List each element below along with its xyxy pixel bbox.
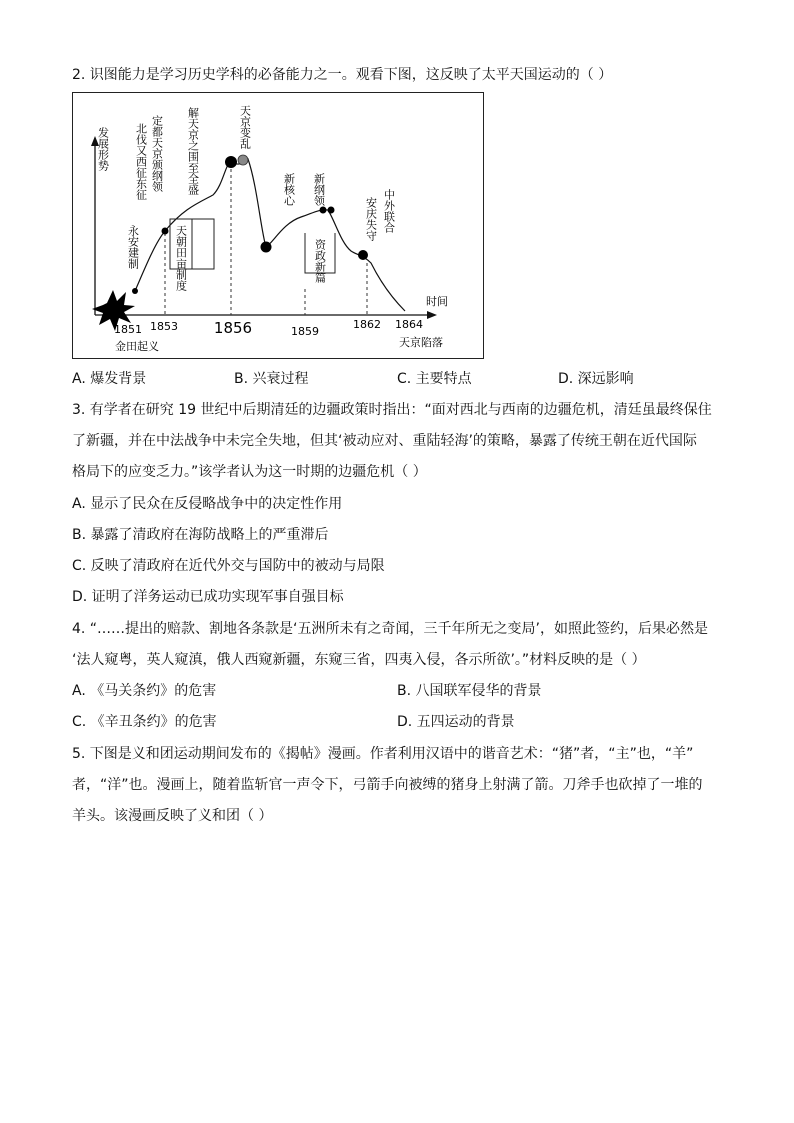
q3-option-a[interactable]: A. 显示了民众在反侵略战争中的决定性作用 [72, 496, 343, 512]
q3-option-c[interactable]: C. 反映了清政府在近代外交与国防中的被动与局限 [72, 558, 385, 574]
event-tianchao: 天朝田亩制度 [174, 225, 188, 291]
q2-stem: 2. 识图能力是学习历史学科的必备能力之一。观看下图，这反映了太平天国运动的（ ） [72, 67, 613, 83]
event-jietianjing: 解天京之围至全盛 [186, 107, 200, 195]
xingangling-dot-1 [320, 207, 327, 214]
q4-option-d[interactable]: D. 五四运动的背景 [397, 714, 515, 730]
q2-option-b[interactable]: B. 兴衰过程 [234, 371, 309, 387]
anqing-dot [358, 250, 368, 260]
event-zhongwai: 中外联合 [382, 189, 396, 233]
q3-option-d[interactable]: D. 证明了洋务运动已成功实现军事自强目标 [72, 589, 344, 605]
q5-line-3: 羊头。该漫画反映了义和团（ ） [72, 808, 273, 824]
year-1853: 1853 [150, 320, 178, 333]
x-axis-label: 时间 [426, 295, 448, 308]
event-xingangling: 新纲领 [312, 173, 326, 206]
taiping-chart-svg [73, 93, 485, 360]
q4-option-a[interactable]: A. 《马关条约》的危害 [72, 683, 217, 699]
q2-option-c[interactable]: C. 主要特点 [397, 371, 472, 387]
q3-line-1: 3. 有学者在研究 19 世纪中后期清廷的边疆政策时指出：“面对西北与西南的边疆危机，清廷虽最终保住 [72, 402, 712, 418]
xingangling-dot-2 [328, 207, 335, 214]
quansheng-dot [225, 156, 237, 168]
q3-line-3: 格局下的应变乏力。”该学者认为这一时期的边疆危机（ ） [72, 464, 427, 480]
low-dot [261, 242, 272, 253]
q4-line-1: 4. “……提出的赔款、割地各条款是‘五洲所未有之奇闻，三千年所无之变局’，如照此签约，后果必然是 [72, 621, 708, 637]
year-1864: 1864 [395, 318, 423, 331]
q3-line-2: 了新疆，并在中法战争中未完全失地，但其‘被动应对、重陆轻海’的策略，暴露了传统王朝在近代国际 [72, 433, 697, 449]
q3-option-b[interactable]: B. 暴露了清政府在海防战略上的严重滞后 [72, 527, 329, 543]
start-caption: 金田起义 [115, 340, 159, 353]
year-1851: 1851 [114, 323, 142, 336]
q4-line-2: ‘法人窥粤，英人窥滇，俄人西窥新疆，东窥三省，四夷入侵，各示所欲’。”材料反映的是（ ） [72, 652, 646, 668]
q5-line-2: 者，“洋”也。漫画上，随着监斩官一声令下，弓箭手向被缚的猪身上射满了箭。刀斧手也砍掉了一堆的 [72, 777, 703, 793]
dingdu-dot [162, 228, 169, 235]
tianjingbian-dot [238, 155, 248, 165]
event-zizheng: 资政新篇 [313, 239, 327, 283]
event-xinhexin: 新核心 [282, 173, 296, 206]
event-yongan: 永安建制 [126, 225, 140, 269]
x-axis-arrow [427, 311, 437, 319]
end-caption: 天京陷落 [399, 336, 443, 349]
year-1862: 1862 [353, 318, 381, 331]
q2-option-a[interactable]: A. 爆发背景 [72, 371, 147, 387]
event-dingdu: 定都天京颁纲领 [150, 115, 164, 192]
q2-option-d[interactable]: D. 深远影响 [558, 371, 634, 387]
q4-option-c[interactable]: C. 《辛丑条约》的危害 [72, 714, 217, 730]
year-1856: 1856 [213, 319, 253, 337]
event-beifa: 北伐又西征东征 [134, 123, 148, 200]
y-axis-label: 发展形势 [96, 127, 110, 171]
q5-line-1: 5. 下图是义和团运动期间发布的《揭帖》漫画。作者利用汉语中的谐音艺术：“猪”者，“主”也，“羊” [72, 746, 694, 762]
taiping-chart [72, 92, 484, 359]
year-1859: 1859 [291, 325, 319, 338]
event-tianjingbian: 天京变乱 [238, 105, 252, 149]
yongan-dot [132, 288, 138, 294]
event-anqing: 安庆失守 [364, 197, 378, 241]
q4-option-b[interactable]: B. 八国联军侵华的背景 [397, 683, 542, 699]
